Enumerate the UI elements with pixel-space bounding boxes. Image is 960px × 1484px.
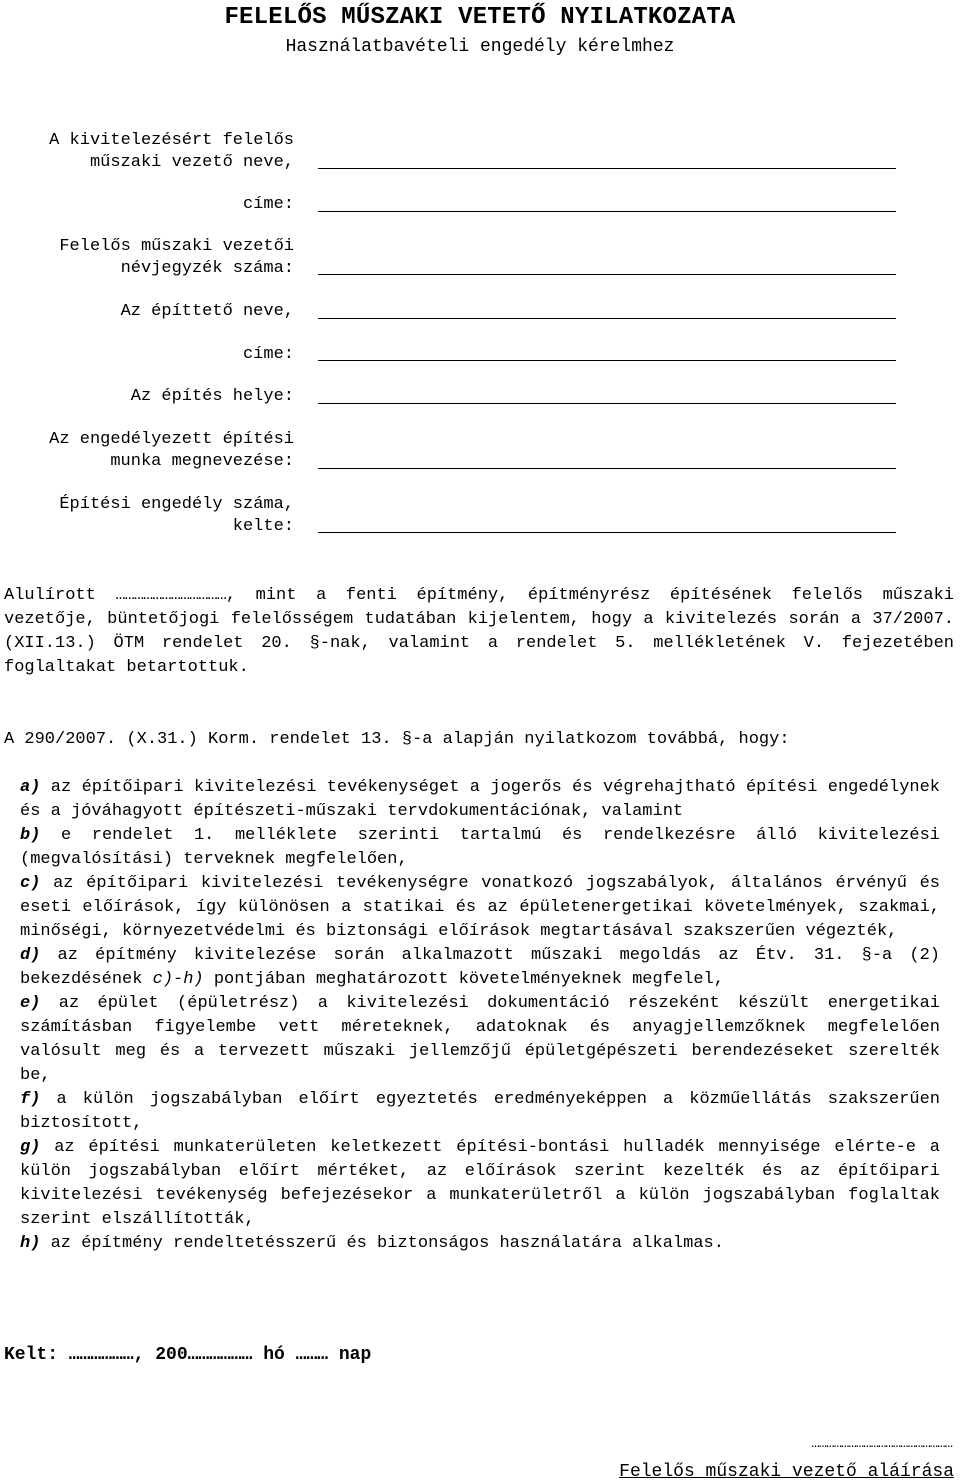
declaration-paragraph: Alulírott ………………………………, mint a fenti építmény, építményrész építésének felelős műszaki vezetője, büntetőjogi felelősségem tudatában kijelentem, hogy a kivitelezés során a 37/2007. (XII.13.) ÖTM rendelet 20. §-nak, valamint a rendelet 5. mellékletének V. fejezetében foglaltakat betartottuk. — [4, 586, 954, 677]
document-title: FELELŐS MŰSZAKI VETETŐ NYILATKOZATA — [224, 4, 736, 31]
list-item: g) az építési munkaterületen keletkezett építési-bontási hulladék mennyisége elérte-e a külön jogszabályban előírt mértéket, az előírások szerint kezelték és az építőipari kivitelezési tevékenység befejezésekor a munkaterületről a külön jogszabályban foglaltak szerint elszállították, — [20, 1138, 940, 1229]
field-line-builder-name[interactable] — [318, 318, 896, 319]
declaration-list — [20, 776, 940, 1256]
list-item: e) az épület (épületrész) a kivitelezési dokumentáció részeként készült energetikai számításban figyelembe vett méreteknek, adatoknak és anyagjellemzőknek megfelelően valósult meg és a tervezett műszaki jellemzőjű épületgépészeti berendezéseket szerelték be, — [20, 994, 940, 1085]
field-label-work-description: Az engedélyezett építési munka megnevezése: — [49, 430, 294, 471]
list-item: h) az építmény rendeltetésszerű és biztonságos használatára alkalmas. — [20, 1234, 724, 1253]
signature-line: ………………………………………………… — [811, 1436, 952, 1452]
field-line-builder-address[interactable] — [318, 360, 896, 361]
field-label-builder-address: címe: — [242, 345, 294, 364]
list-item: a) az építőipari kivitelezési tevékenységet a jogerős és végrehajtható építési engedélynek és a jóváhagyott építészeti-műszaki tervdokumentációnak, valamint — [20, 778, 940, 821]
intro-paragraph: A 290/2007. (X.31.) Korm. rendelet 13. §-a alapján nyilatkozom továbbá, hogy: — [4, 730, 790, 749]
signature-label: Felelős műszaki vezető aláírása — [619, 1462, 954, 1482]
field-line-manager-name[interactable] — [318, 168, 896, 169]
field-line-construction-site[interactable] — [318, 403, 896, 404]
field-label-registry-number: Felelős műszaki vezetői névjegyzék száma: — [59, 237, 294, 278]
list-item: c) az építőipari kivitelezési tevékenységre vonatkozó jogszabályok, általános érvényű és eseti előírások, így különösen a statikai és az épületenergetikai követelmények, szakmai, minőségi, környezetvédelmi és biztonsági előírások megtartásával szakszerűen végezték, — [20, 874, 940, 941]
field-label-builder-name: Az építtető neve, — [120, 302, 294, 321]
field-label-manager-name: A kivitelezésért felelős műszaki vezető neve, — [49, 131, 294, 172]
list-item: b) e rendelet 1. melléklete szerinti tartalmú és rendelkezésre álló kivitelezési (megvalósítási) terveknek megfelelően, — [20, 826, 940, 869]
date-line: Kelt: ………………, 200……………… hó ……… nap — [4, 1345, 372, 1365]
document-subtitle: Használatbavételi engedély kérelmhez — [285, 37, 675, 57]
field-line-work-description[interactable] — [318, 468, 896, 469]
field-label-permit-number: Építési engedély száma, kelte: — [59, 495, 294, 536]
field-label-manager-address: címe: — [242, 195, 294, 214]
field-line-registry-number[interactable] — [318, 274, 896, 275]
field-line-manager-address[interactable] — [318, 211, 896, 212]
list-item: d) az építmény kivitelezése során alkalmazott műszaki megoldás az Étv. 31. §-a (2) bekezdésének c)-h) pontjában meghatározott követelményeknek megfelel, — [20, 946, 940, 989]
list-item: f) a külön jogszabályban előírt egyeztetés eredményeképpen a közműellátás szakszerűen biztosított, — [20, 1090, 940, 1133]
field-line-permit-number[interactable] — [318, 532, 896, 533]
name-placeholder-dots: ……………………………… — [115, 586, 226, 605]
field-label-construction-site: Az építés helye: — [130, 387, 294, 406]
